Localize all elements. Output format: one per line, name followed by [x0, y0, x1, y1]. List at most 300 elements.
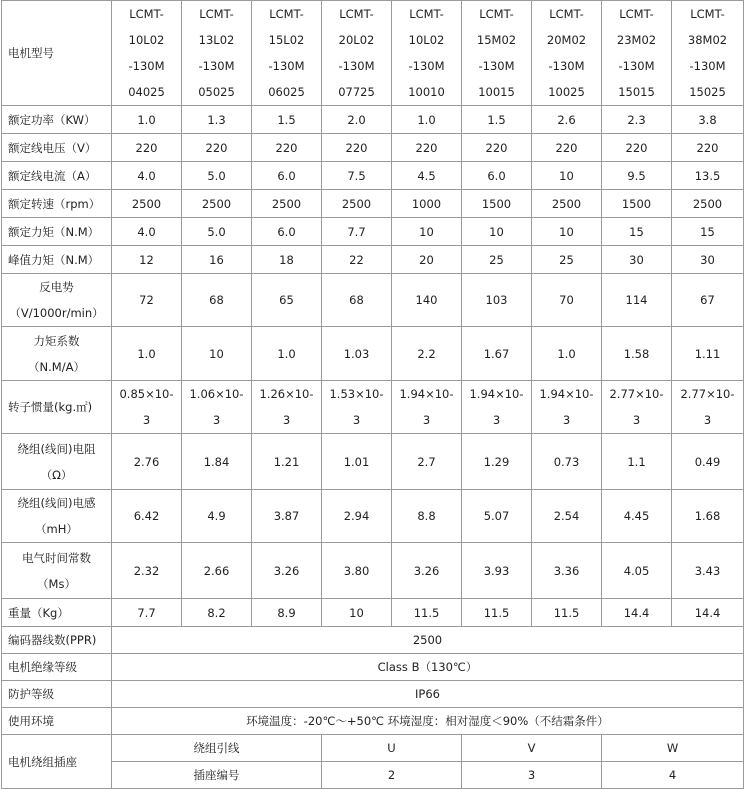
cell-line: 10: [559, 168, 574, 183]
cell-line: 6.0: [487, 168, 506, 183]
cell-line: 140: [415, 293, 438, 307]
value-cell: [182, 162, 252, 190]
cell-line: 220: [205, 140, 228, 155]
value-cell: [532, 381, 602, 434]
model-name-cell: [252, 1, 322, 106]
value-cell: [462, 543, 532, 599]
value-cell: [602, 599, 672, 627]
cell-line: 220: [696, 140, 719, 155]
spec-row: [2, 599, 744, 627]
value-cell: [392, 381, 462, 434]
cell-line: 15L02: [268, 33, 305, 47]
cell-line: 2.32: [133, 563, 160, 578]
cell-line: 1.5: [487, 112, 506, 127]
cell-line: 6.42: [133, 509, 160, 523]
cell-line: 220: [555, 140, 578, 155]
cell-line: 14.4: [694, 605, 721, 620]
common-spec-label: 编码器线数(PPR): [2, 627, 112, 654]
cell-line: 10L02: [128, 33, 165, 47]
cell-line: 1.1: [627, 454, 646, 469]
cell-line: 10: [559, 224, 574, 239]
cell-line: 67: [700, 293, 715, 307]
cell-line: 2.77×10-: [680, 387, 735, 401]
cell-line: 1.26×10-: [259, 387, 314, 401]
cell-line: 5.0: [207, 224, 226, 239]
common-spec-row: [2, 708, 744, 735]
cell-line: 2.94: [343, 509, 370, 523]
cell-line: 8.8: [417, 509, 436, 523]
cell-line: 2.6: [557, 112, 576, 127]
cell-line: 1.29: [483, 454, 510, 469]
cell-line: 2.77×10-: [609, 387, 664, 401]
cell-line: 11.5: [483, 605, 510, 620]
cell-line: 电气时间常数: [22, 550, 91, 565]
lead-label-cell: 绕组引线: [112, 735, 322, 762]
spec-row: [2, 246, 744, 274]
cell-line: 7.5: [347, 168, 366, 183]
socket-label: 电机绕组插座: [2, 735, 112, 789]
row-label: [2, 162, 112, 190]
value-cell: [112, 218, 182, 246]
value-cell: [112, 434, 182, 490]
value-cell: [532, 490, 602, 543]
cell-line: 14.4: [623, 605, 650, 620]
value-cell: [392, 106, 462, 134]
value-cell: [322, 381, 392, 434]
value-cell: [672, 106, 744, 134]
cell-line: 3.26: [413, 563, 440, 578]
cell-line: 额定线电流（A）: [8, 168, 97, 183]
cell-line: 3: [422, 413, 431, 427]
cell-line: 3: [142, 413, 151, 427]
value-cell: [532, 599, 602, 627]
value-cell: [252, 543, 322, 599]
cell-line: 103: [485, 293, 508, 307]
cell-line: 06025: [268, 85, 305, 99]
value-cell: [532, 162, 602, 190]
cell-line: （N.M/A）: [28, 359, 85, 374]
cell-line: 220: [135, 140, 158, 155]
value-cell: [672, 162, 744, 190]
value-cell: [322, 599, 392, 627]
value-cell: [532, 106, 602, 134]
cell-line: 1.06×10-: [189, 387, 244, 401]
row-label: [2, 190, 112, 218]
pin-cell: 3: [462, 762, 602, 789]
header-row: [2, 1, 744, 106]
value-cell: [322, 134, 392, 162]
cell-line: 1.94×10-: [539, 387, 594, 401]
value-cell: [252, 274, 322, 327]
cell-line: 8.9: [277, 605, 296, 620]
cell-line: 30: [629, 252, 644, 267]
cell-line: 1.5: [277, 112, 296, 127]
cell-line: 1.0: [557, 346, 576, 361]
cell-line: -130M: [408, 59, 445, 73]
cell-line: LCMT-: [409, 7, 444, 21]
value-cell: [392, 274, 462, 327]
cell-line: 1500: [481, 196, 512, 211]
spec-row: [2, 218, 744, 246]
value-cell: [672, 134, 744, 162]
cell-line: 1.3: [207, 112, 226, 127]
cell-line: 绕组(线间)电阻: [17, 441, 96, 456]
value-cell: [182, 190, 252, 218]
value-cell: [252, 190, 322, 218]
value-cell: [672, 218, 744, 246]
cell-line: 2500: [341, 196, 372, 211]
socket-pin-row: [2, 762, 744, 789]
cell-line: 重量（Kg）: [8, 605, 69, 620]
value-cell: [532, 543, 602, 599]
value-cell: [322, 543, 392, 599]
common-spec-value: 2500: [112, 627, 744, 654]
value-cell: [252, 106, 322, 134]
value-cell: [672, 190, 744, 218]
value-cell: [322, 434, 392, 490]
cell-line: 11.5: [413, 605, 440, 620]
model-name-cell: [182, 1, 252, 106]
value-cell: [322, 490, 392, 543]
cell-line: 10L02: [408, 33, 445, 47]
value-cell: [462, 490, 532, 543]
value-cell: [672, 274, 744, 327]
value-cell: [252, 327, 322, 381]
cell-line: 2500: [201, 196, 232, 211]
cell-line: 10: [489, 224, 504, 239]
cell-line: 1.67: [483, 346, 510, 361]
cell-line: 4.9: [207, 509, 226, 523]
cell-line: 05025: [198, 85, 235, 99]
cell-line: 04025: [128, 85, 165, 99]
row-label: [2, 381, 112, 434]
value-cell: [252, 599, 322, 627]
pin-label-cell: 插座编号: [112, 762, 322, 789]
cell-line: 力矩系数: [33, 333, 80, 348]
spec-row: [2, 134, 744, 162]
cell-line: 0.49: [694, 454, 721, 469]
cell-line: 1.01: [343, 454, 370, 469]
value-cell: [252, 434, 322, 490]
cell-line: 绕组(线间)电感: [17, 496, 96, 510]
cell-line: 22: [349, 252, 364, 267]
cell-line: 7.7: [137, 605, 156, 620]
cell-line: -130M: [618, 59, 655, 73]
common-spec-label: 电机绝缘等级: [2, 654, 112, 681]
cell-line: 2.76: [133, 454, 160, 469]
cell-line: 12: [139, 252, 154, 267]
cell-line: 2500: [692, 196, 723, 211]
cell-line: 4.45: [623, 509, 650, 523]
value-cell: [392, 490, 462, 543]
cell-line: -130M: [689, 59, 726, 73]
cell-line: 3.36: [553, 563, 580, 578]
cell-line: 1.0: [137, 346, 156, 361]
cell-line: 5.07: [483, 509, 510, 523]
value-cell: [182, 381, 252, 434]
value-cell: [602, 434, 672, 490]
value-cell: [532, 218, 602, 246]
value-cell: [532, 134, 602, 162]
cell-line: 5.0: [207, 168, 226, 183]
cell-line: 额定转速（rpm）: [8, 196, 101, 211]
spec-row: [2, 434, 744, 490]
lead-cell: V: [462, 735, 602, 762]
value-cell: [392, 190, 462, 218]
cell-line: -130M: [198, 59, 235, 73]
cell-line: 6.0: [277, 224, 296, 239]
value-cell: [602, 106, 672, 134]
cell-line: 9.5: [627, 168, 646, 183]
value-cell: [532, 327, 602, 381]
cell-line: 6.0: [277, 168, 296, 183]
value-cell: [672, 543, 744, 599]
spec-row: [2, 274, 744, 327]
spec-table-body: [2, 1, 744, 789]
cell-line: 1.21: [273, 454, 300, 469]
cell-line: 3.43: [694, 563, 721, 578]
cell-line: -130M: [268, 59, 305, 73]
cell-line: 3: [703, 413, 712, 427]
value-cell: [112, 543, 182, 599]
cell-line: 3.26: [273, 563, 300, 578]
cell-line: （Ω）: [40, 467, 73, 482]
cell-line: 10015: [478, 85, 515, 99]
cell-line: LCMT-: [479, 7, 514, 21]
cell-line: 65: [279, 293, 294, 307]
value-cell: [182, 599, 252, 627]
spec-row: [2, 543, 744, 599]
cell-line: -130M: [478, 59, 515, 73]
cell-line: 0.73: [553, 454, 580, 469]
value-cell: [672, 599, 744, 627]
value-cell: [672, 327, 744, 381]
value-cell: [602, 190, 672, 218]
model-name-cell: [532, 1, 602, 106]
value-cell: [182, 274, 252, 327]
cell-line: 1.94×10-: [399, 387, 454, 401]
value-cell: [182, 543, 252, 599]
cell-line: 3: [282, 413, 291, 427]
value-cell: [672, 434, 744, 490]
value-cell: [252, 134, 322, 162]
value-cell: [602, 246, 672, 274]
cell-line: 3: [212, 413, 221, 427]
cell-line: 1.0: [417, 112, 436, 127]
row-label: [2, 246, 112, 274]
value-cell: [112, 190, 182, 218]
row-label: [2, 274, 112, 327]
spec-row: [2, 490, 744, 543]
cell-line: 0.85×10-: [119, 387, 174, 401]
cell-line: 3.8: [698, 112, 717, 127]
value-cell: [532, 274, 602, 327]
cell-line: 220: [625, 140, 648, 155]
row-label: [2, 106, 112, 134]
value-cell: [392, 246, 462, 274]
common-spec-value: IP66: [112, 681, 744, 708]
value-cell: [602, 274, 672, 327]
cell-line: 15M02: [476, 33, 517, 47]
cell-line: 2.0: [347, 112, 366, 127]
value-cell: [532, 190, 602, 218]
cell-line: 25: [559, 252, 574, 267]
value-cell: [462, 218, 532, 246]
value-cell: [182, 134, 252, 162]
cell-line: 15: [700, 224, 715, 239]
cell-line: 峰值力矩（N.M）: [8, 252, 100, 267]
common-spec-label: 防护等级: [2, 681, 112, 708]
cell-line: 10: [419, 224, 434, 239]
value-cell: [112, 274, 182, 327]
value-cell: [322, 162, 392, 190]
cell-line: 2.66: [203, 563, 230, 578]
cell-line: LCMT-: [129, 7, 164, 21]
value-cell: [182, 327, 252, 381]
cell-line: 1.68: [694, 509, 721, 523]
spec-row: [2, 381, 744, 434]
row-label: [2, 434, 112, 490]
spec-row: [2, 106, 744, 134]
value-cell: [322, 327, 392, 381]
value-cell: [392, 327, 462, 381]
cell-line: 07725: [338, 85, 375, 99]
value-cell: [462, 599, 532, 627]
value-cell: [112, 327, 182, 381]
value-cell: [602, 381, 672, 434]
cell-line: 1.0: [137, 112, 156, 127]
value-cell: [672, 490, 744, 543]
cell-line: 16: [209, 252, 224, 267]
cell-line: 4.5: [417, 168, 436, 183]
pin-cell: 4: [602, 762, 744, 789]
value-cell: [602, 218, 672, 246]
cell-line: 2.54: [553, 509, 580, 523]
cell-line: 220: [275, 140, 298, 155]
value-cell: [462, 134, 532, 162]
value-cell: [392, 218, 462, 246]
cell-line: 68: [209, 293, 224, 307]
cell-line: 4.0: [137, 224, 156, 239]
row-label: [2, 327, 112, 381]
common-spec-row: [2, 627, 744, 654]
cell-line: 18: [279, 252, 294, 267]
cell-line: 220: [345, 140, 368, 155]
value-cell: [252, 218, 322, 246]
lead-cell: W: [602, 735, 744, 762]
cell-line: （Ms）: [37, 576, 76, 591]
cell-line: 220: [415, 140, 438, 155]
spec-row: [2, 190, 744, 218]
value-cell: [112, 106, 182, 134]
value-cell: [112, 490, 182, 543]
cell-line: 1.58: [623, 346, 650, 361]
cell-line: 20: [419, 252, 434, 267]
value-cell: [462, 327, 532, 381]
model-name-cell: [322, 1, 392, 106]
cell-line: LCMT-: [269, 7, 304, 21]
value-cell: [182, 106, 252, 134]
cell-line: 1.11: [694, 346, 721, 361]
cell-line: -130M: [128, 59, 165, 73]
cell-line: LCMT-: [339, 7, 374, 21]
cell-line: 10025: [548, 85, 585, 99]
cell-line: -130M: [338, 59, 375, 73]
cell-line: 13.5: [694, 168, 721, 183]
value-cell: [392, 599, 462, 627]
cell-line: 20L02: [338, 33, 375, 47]
lead-cell: U: [322, 735, 462, 762]
cell-line: （V/1000r/min）: [9, 306, 104, 320]
value-cell: [532, 434, 602, 490]
cell-line: 1.84: [203, 454, 230, 469]
cell-line: 30: [700, 252, 715, 267]
cell-line: 25: [489, 252, 504, 267]
value-cell: [112, 599, 182, 627]
cell-line: 10010: [408, 85, 445, 99]
common-spec-value: Class B（130℃）: [112, 654, 744, 681]
cell-line: 额定功率（KW）: [8, 112, 96, 127]
cell-line: 1.53×10-: [329, 387, 384, 401]
row-label: [2, 218, 112, 246]
cell-line: 114: [625, 293, 648, 307]
model-name-cell: [392, 1, 462, 106]
cell-line: 23M02: [616, 33, 657, 47]
common-spec-row: [2, 681, 744, 708]
value-cell: [392, 543, 462, 599]
value-cell: [252, 490, 322, 543]
cell-line: 3.87: [273, 509, 300, 523]
cell-line: 3: [632, 413, 641, 427]
value-cell: [462, 246, 532, 274]
value-cell: [182, 434, 252, 490]
cell-line: 1.0: [277, 346, 296, 361]
value-cell: [322, 246, 392, 274]
cell-line: LCMT-: [619, 7, 654, 21]
cell-line: -130M: [548, 59, 585, 73]
row-label: [2, 490, 112, 543]
socket-lead-row: [2, 735, 744, 762]
cell-line: 20M02: [546, 33, 587, 47]
cell-line: 38M02: [687, 33, 728, 47]
cell-line: 13L02: [198, 33, 235, 47]
cell-line: 15015: [618, 85, 655, 99]
cell-line: 3: [352, 413, 361, 427]
cell-line: 反电势: [39, 280, 74, 294]
value-cell: [252, 381, 322, 434]
cell-line: 2.7: [417, 454, 436, 469]
cell-line: 3.80: [343, 563, 370, 578]
value-cell: [112, 134, 182, 162]
common-spec-value: 环境温度：-20℃～+50℃ 环境湿度：相对湿度＜90%（不结霜条件）: [112, 708, 744, 735]
model-name-cell: [112, 1, 182, 106]
cell-line: 220: [485, 140, 508, 155]
cell-line: 2500: [131, 196, 162, 211]
cell-line: 70: [559, 293, 574, 307]
value-cell: [462, 190, 532, 218]
value-cell: [602, 134, 672, 162]
model-name-cell: [672, 1, 744, 106]
cell-line: 转子惯量(kg.㎡): [8, 400, 93, 414]
common-spec-label: 使用环境: [2, 708, 112, 735]
cell-line: 68: [349, 293, 364, 307]
value-cell: [392, 134, 462, 162]
value-cell: [392, 434, 462, 490]
value-cell: [602, 490, 672, 543]
cell-line: 3: [492, 413, 501, 427]
spec-row: [2, 327, 744, 381]
row-label: [2, 134, 112, 162]
